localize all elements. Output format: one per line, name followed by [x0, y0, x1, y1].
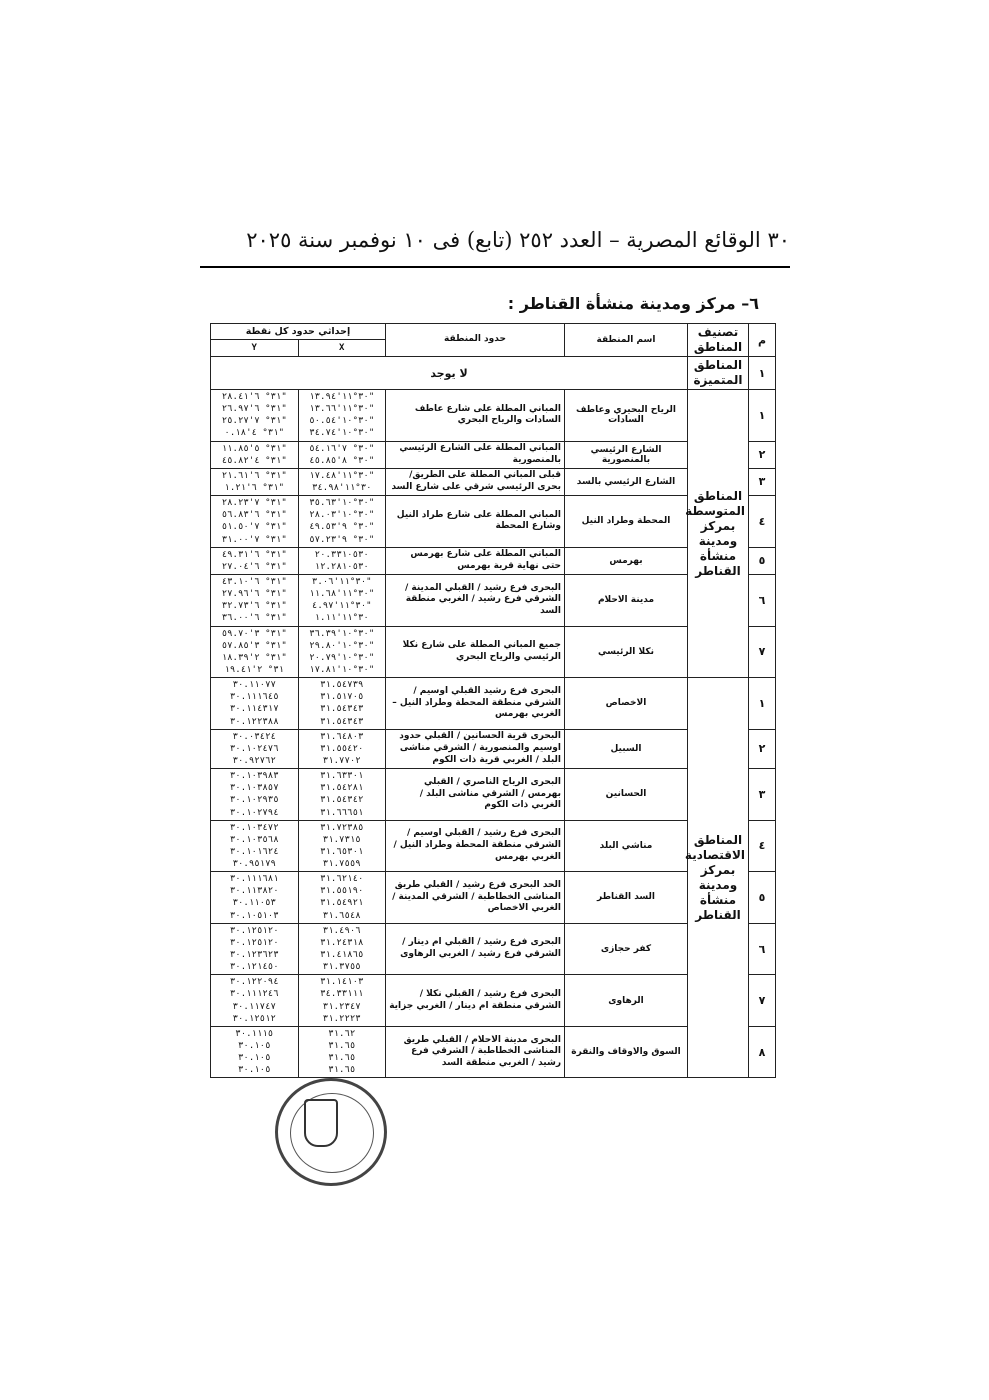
page-header-title: ٣٠ الوقائع المصرية – العدد ٢٥٢ (تابع) فى ١٠ نوفمبر سنة ٢٠٢٥ — [246, 228, 790, 252]
x-coordinate: ٣١.٦٥ — [328, 1065, 356, 1076]
y-coordinate: ٣١° ٢'١٨.٣٩" — [221, 652, 287, 663]
y-coordinates-cell — [211, 923, 299, 975]
x-coordinates-cell — [298, 441, 386, 468]
x-coordinate: ١٢.٢٨١٠٥٣٠ — [314, 561, 369, 572]
row-number: ٣ — [749, 468, 776, 495]
y-coordinate: ٣٠.١٢٥١٢٠ — [229, 925, 279, 936]
x-coordinate: ٣١.٥٤٩٢١ — [320, 898, 364, 909]
zones-table — [210, 323, 776, 1078]
y-coordinate: ٣٠.١٠٢٩٣٥ — [229, 795, 279, 806]
x-coordinate: ٣٠°١٠'٢٩.٨٠" — [309, 640, 375, 651]
y-coordinates-cell — [211, 678, 299, 730]
y-coordinate: ٣١° ٧'٢٥.٢٧" — [221, 416, 287, 427]
x-coordinate: ٣٠°١١'٣٤.٩٨ — [311, 482, 372, 493]
y-coordinates-cell — [211, 496, 299, 548]
y-coordinate: ٣٠.١١١٦٤٥ — [229, 692, 279, 703]
x-coordinates-cell — [298, 975, 386, 1027]
table-row — [211, 678, 776, 730]
y-coordinate: ٣١° ٦'٤٣.١٠" — [221, 576, 287, 587]
y-coordinate: ٣٠.١١٤٣١٧ — [229, 704, 279, 715]
y-coordinates-cell — [211, 769, 299, 821]
row-number: ٧ — [749, 975, 776, 1027]
y-coordinates-cell — [211, 872, 299, 924]
x-coordinate: ٣١.٢٣٤٧ — [322, 1001, 361, 1012]
x-coordinates-cell — [298, 1026, 386, 1078]
y-coordinate: ٣٠.١٠٣٥٦٨ — [229, 834, 279, 845]
x-coordinate: ٣١.٥١٧٠٥ — [320, 692, 364, 703]
x-coordinates-cell — [298, 626, 386, 678]
x-coordinates-cell — [298, 923, 386, 975]
x-coordinate: ٣١.٣٧٥٥ — [322, 962, 361, 973]
seal-inner-ring — [290, 1093, 374, 1173]
header-coordinates: إحداثي حدود كل نقطة — [211, 324, 386, 340]
zone-name: الرياح البحيري وعاطف السادات — [565, 390, 688, 442]
zone-bounds: المباني المطلة على شارع بهرمس حتى نهاية قرية بهرمس — [386, 547, 565, 574]
x-coordinate: ٣١.٦٦٦٥١ — [320, 807, 364, 818]
official-seal-stamp — [275, 1078, 387, 1186]
y-coordinate: ٣١° ٧'٥١.٥٠" — [221, 522, 287, 533]
zone-name: الاخصاص — [565, 678, 688, 730]
x-coordinate: ٣١.٥٤٧٣٩ — [320, 680, 364, 691]
x-coordinate: ٣١.٦٢ — [328, 1028, 356, 1039]
x-coordinates-cell — [298, 547, 386, 574]
zone-name: مناشي البلد — [565, 820, 688, 872]
table-body — [211, 357, 776, 1078]
x-coordinate: ٣٠° ٩'٤٩.٥٣" — [309, 522, 375, 533]
table-row — [211, 390, 776, 442]
header-divider — [200, 266, 790, 268]
zone-bounds: قبلى المباني المطلة على الطريق/ بحرى الرئيسي شرقي على شارع السد — [386, 468, 565, 495]
y-coordinate: ٣١° ٦'٢٨.٤١" — [221, 392, 287, 402]
y-coordinate: ٣١° ٦'٥٦.٨٣" — [221, 510, 287, 521]
x-coordinate: ٣٠°١١'١٣.٦٦" — [309, 404, 375, 415]
x-coordinate: ٣١.٥٤٢٨١ — [320, 783, 364, 794]
y-coordinate: ٣٠.١١٣٨٢٠ — [229, 886, 279, 897]
zone-classification: المناطق الاقتصادية بمركز ومدينة منشأة القناطر — [688, 678, 749, 1078]
y-coordinate: ٣١° ٦'٣٢.٧٣" — [221, 601, 287, 612]
y-coordinate: ٣٠.١١١٥ — [235, 1028, 274, 1039]
y-coordinates-cell — [211, 1026, 299, 1078]
zone-bounds: البحرى فرع رشيد / القبلي نكلا / الشرقي منطقة ام دينار / الغربي جزاية — [386, 975, 565, 1027]
header-zone-bounds: حدود المنطقة — [386, 324, 565, 357]
y-coordinate: ٣٠.١٠٣٩٨٣ — [229, 771, 279, 782]
x-coordinate: ٣٠° ٩'٥٧.٢٣" — [309, 534, 375, 545]
zones-table-wrapper — [210, 323, 776, 1078]
zone-classification: المناطق المتوسطة بمركز ومدينة منشأة القناطر — [688, 390, 749, 678]
y-coordinate: ٣١° ٤'٠.١٨" — [224, 428, 285, 439]
no-zones-cell: لا يوجد — [211, 357, 688, 390]
x-coordinate: ٣٠°١٠'٣٥.٦٣" — [309, 498, 375, 509]
zone-bounds: البحرى فرع رشيد / القبلي المدينة / الشرقي فرع رشيد / الغربي منطقة السد — [386, 574, 565, 626]
x-coordinate: ٣١.٥٥١٩٠ — [320, 886, 364, 897]
y-coordinate: ٣٠.٩٥١٧٩ — [232, 859, 276, 870]
y-coordinate: ٣٠.٠٣٤٢٤ — [232, 731, 276, 742]
zone-bounds: المباني المطلة على شارع عاطف السادات والرياح البحري — [386, 390, 565, 442]
row-number: ٦ — [749, 574, 776, 626]
x-coordinates-cell — [298, 769, 386, 821]
x-coordinate: ٣١.٥٤٣٤٣ — [320, 716, 364, 727]
x-coordinate: ٣١.٧٣١٥ — [322, 834, 361, 845]
x-coordinate: ٣١.٧٧٠٢ — [322, 755, 361, 766]
row-number: ١ — [749, 390, 776, 442]
y-coordinate: ٣٠.١١٠٧٧ — [232, 680, 276, 691]
zone-bounds: البحرى فرع رشيد / القبلي اوسيم / الشرقي منطقة المحطة وطراد النيل / الغربي بهرمس — [386, 820, 565, 872]
header-num: م — [749, 324, 776, 357]
y-coordinate: ٣٠.١٠٥ — [237, 1041, 271, 1052]
y-coordinate: ٣٠.١٠٢٤٧٦ — [229, 743, 279, 754]
x-coordinate: ٣١.٦٥ — [328, 1053, 356, 1064]
zone-bounds: البحرى قرية الحسانين / القبلي حدود اوسيم والمنصورية / الشرقي مناشى البلد / الغربي قرية ذات الكوم — [386, 729, 565, 768]
x-coordinate: ٣١.٧٢٣٨٥ — [320, 822, 364, 833]
header-classification: تصنيف المناطق — [688, 324, 749, 357]
x-coordinate: ٣١.٤١٨٦٥ — [320, 950, 364, 961]
y-coordinate: ٣١° ٦'٤٩.٣١" — [221, 549, 287, 560]
x-coordinate: ٣٠°١١'٣.٠٦" — [311, 576, 372, 587]
zone-bounds: المباني المطلة على الشارع الرئيسي بالمنصورية — [386, 441, 565, 468]
y-coordinate: ٣٠.١٠٢٧٩٤ — [229, 807, 279, 818]
zone-bounds: البحرى مدينة الاحلام / القبلي طريق المناشى الخطاطبة / الشرقي فرع رشيد / الغربي منطقة السد — [386, 1026, 565, 1078]
zone-bounds: البحرى فرع رشيد القبلي اوسيم / الشرقي منطقة المحطة وطراد النيل – الغربي بهرمس — [386, 678, 565, 730]
table-row — [211, 357, 776, 390]
x-coordinate: ٣٠°١٠'٣٦.٣٩" — [309, 628, 375, 639]
y-coordinate: ٣٠.١٠٣٨٥٧ — [229, 783, 279, 794]
y-coordinate: ٣٠.١٠٥ — [237, 1053, 271, 1064]
zone-bounds: الحد البحرى فرع رشيد / القبلي طريق المناشى الخطاطبة / الشرقي المدينة / الغربي الاخصاص — [386, 872, 565, 924]
x-coordinate: ٣١.٢٤٣١٨ — [320, 937, 364, 948]
y-coordinate: ٣٠.١٢٢٣٨٨ — [229, 716, 279, 727]
zone-name: الشارع الرئيسي بالمنصورية — [565, 441, 688, 468]
y-coordinate: ٣١° ٦'٢١.٦١" — [221, 470, 287, 481]
zone-name: السد القناطر — [565, 872, 688, 924]
x-coordinate: ٣١.١٤١٠٣ — [320, 977, 364, 988]
zone-name: المحطة وطراد النيل — [565, 496, 688, 548]
y-coordinates-cell — [211, 626, 299, 678]
y-coordinates-cell — [211, 390, 299, 442]
x-coordinate: ٣٠°١١'١٣.٩٤" — [309, 392, 375, 402]
row-number: ٢ — [749, 729, 776, 768]
y-coordinate: ٣٠.١٢١٤٥٠ — [229, 962, 279, 973]
y-coordinate: ٣١° ٦'٢٦.٩٧" — [221, 404, 287, 415]
x-coordinates-cell — [298, 574, 386, 626]
y-coordinate: ٣١° ٦'٢٧.٠٤" — [221, 561, 287, 572]
x-coordinate: ٣٠° ٨'٤٥.٨٥" — [309, 455, 375, 466]
x-coordinates-cell — [298, 729, 386, 768]
zone-name: مدينة الاحلام — [565, 574, 688, 626]
x-coordinate: ٣١.٧٥٥٩ — [322, 859, 361, 870]
y-coordinate: ٣٠.١٠٥١٠٣ — [229, 910, 279, 921]
row-number: ٥ — [749, 547, 776, 574]
x-coordinate: ٣٠°١٠'٥٠.٥٤" — [309, 416, 375, 427]
x-coordinate: ٣١.٦٥٣٠١ — [320, 846, 364, 857]
x-coordinate: ٣٠°١١'١١.٦٨" — [309, 589, 375, 600]
y-coordinate: ٣٠.١٢٥١٢ — [232, 1013, 276, 1024]
header-x: X — [298, 339, 386, 356]
zone-bounds: البحرى فرع رشيد / القبلي ام دينار / الشرقي فرع رشيد / الغربي الرهاوى — [386, 923, 565, 975]
x-coordinate: ٣٠°١١'٤.٩٧" — [311, 601, 372, 612]
y-coordinates-cell — [211, 574, 299, 626]
y-coordinate: ٣٠.٩٢٧٦٢ — [232, 755, 276, 766]
y-coordinate: ٣١° ٦'٢٧.٩٦" — [221, 589, 287, 600]
zone-name: نكلا الرئيسي — [565, 626, 688, 678]
y-coordinate: ٣١° ٤'٤٥.٨٢" — [221, 455, 287, 466]
y-coordinate: ٣٠.١٢٣٦٢٣ — [229, 950, 279, 961]
x-coordinate: ٣٠°١١'١٧.٤٨" — [309, 470, 375, 481]
x-coordinate: ٣١.٤٩٠٦ — [322, 925, 361, 936]
y-coordinates-cell — [211, 729, 299, 768]
eagle-emblem-icon — [304, 1099, 338, 1147]
x-coordinate: ٣١.٥٤٣٤٢ — [320, 795, 364, 806]
zone-bounds: البحرى الرياح الناصري / القبلي بهرمس / الشرقي مناشى البلد / الغربي ذات الكوم — [386, 769, 565, 821]
x-coordinate: ٣٠°١٠'٢٨.٠٣" — [309, 510, 375, 521]
x-coordinate: ٣٠° ٧'٥٤.١٦" — [309, 443, 375, 454]
x-coordinate: ٣٠°١٠'١٧.٨١" — [309, 664, 375, 675]
x-coordinate: ٣١.٥٥٤٢٠ — [320, 743, 364, 754]
row-number: ٤ — [749, 496, 776, 548]
y-coordinate: ٣١° ٦'١.٢١" — [224, 482, 285, 493]
zone-name: الرهاوى — [565, 975, 688, 1027]
zone-bounds: المباني المطلة على شارع طراد النيل وشارع المحطة — [386, 496, 565, 548]
section-title: ٦– مركز ومدينة منشأة القناطر : — [507, 294, 759, 313]
y-coordinate: ٣٠.١١٠٥٣ — [232, 898, 276, 909]
row-number: ١ — [749, 357, 776, 390]
row-number: ٢ — [749, 441, 776, 468]
zone-bounds: جميع المباني المطلة على شارع نكلا الرئيسي والرياح البحري — [386, 626, 565, 678]
zone-name: كفر حجازى — [565, 923, 688, 975]
y-coordinate: ٣١° ٥'١١.٨٥" — [221, 443, 287, 454]
y-coordinate: ٣١° ٧'٢٨.٢٣" — [221, 498, 287, 509]
x-coordinate: ٣١.٥٤٣٤٣ — [320, 704, 364, 715]
y-coordinate: ٣٠.١١٧٤٧ — [232, 1001, 276, 1012]
y-coordinate: ٣١° ٣'٥٩.٧٠" — [221, 628, 287, 639]
y-coordinate: ٣١° ٧'٣١.٠٠" — [221, 534, 287, 545]
x-coordinates-cell — [298, 678, 386, 730]
header-zone-name: اسم المنطقة — [565, 324, 688, 357]
zone-name: السبيل — [565, 729, 688, 768]
row-number: ٤ — [749, 820, 776, 872]
y-coordinates-cell — [211, 441, 299, 468]
row-number: ٨ — [749, 1026, 776, 1078]
row-number: ٦ — [749, 923, 776, 975]
y-coordinate: ٣٠.١١١٢٤٦ — [229, 989, 279, 1000]
y-coordinate: ٣١° ٣'٥٧.٨٥" — [221, 640, 287, 651]
x-coordinates-cell — [298, 390, 386, 442]
zone-name: السوق والاوقاف والنقرة — [565, 1026, 688, 1078]
x-coordinate: ٣٠°١٠'٣٤.٧٤" — [309, 428, 375, 439]
x-coordinate: ٣١.٦٢١٤٠ — [320, 874, 364, 885]
x-coordinate: ٣٤.٣٣١١١ — [320, 989, 364, 1000]
y-coordinate: ٣٠.١٠١٦٢٤ — [229, 846, 279, 857]
y-coordinate: ٣١° ٦'٣٦.٠٠" — [221, 613, 287, 624]
y-coordinate: ٣٠.١٠٣٤٧٢ — [229, 822, 279, 833]
header-y: Y — [211, 339, 299, 356]
zone-name: بهرمس — [565, 547, 688, 574]
x-coordinate: ٣١.٦٥٤٨ — [322, 910, 361, 921]
y-coordinate: ٣٠.١١١٦٨١ — [229, 874, 279, 885]
x-coordinates-cell — [298, 820, 386, 872]
x-coordinates-cell — [298, 872, 386, 924]
x-coordinate: ٣١.٦٥ — [328, 1041, 356, 1052]
x-coordinates-cell — [298, 496, 386, 548]
x-coordinates-cell — [298, 468, 386, 495]
zone-name: الحسانين — [565, 769, 688, 821]
zone-name: الشارع الرئيسي بالسد — [565, 468, 688, 495]
page-header — [200, 228, 790, 264]
row-number: ٣ — [749, 769, 776, 821]
x-coordinate: ٣٠°١٠'٢٠.٧٩" — [309, 652, 375, 663]
x-coordinate: ٣١.٦٤٨٠٣ — [320, 731, 364, 742]
y-coordinate: ٣٠.١٢٢٠٩٤ — [229, 977, 279, 988]
y-coordinates-cell — [211, 547, 299, 574]
y-coordinates-cell — [211, 975, 299, 1027]
y-coordinate: ٣٠.١٢٥١٢٠ — [229, 937, 279, 948]
x-coordinate: ٣١.٢٢٢٣ — [322, 1013, 361, 1024]
zone-classification: المناطق المتميزة — [688, 357, 749, 390]
x-coordinate: ٢٠.٣٣١٠٥٣٠ — [314, 549, 369, 560]
x-coordinate: ٣١.٦٣٣٠١ — [320, 771, 364, 782]
y-coordinates-cell — [211, 820, 299, 872]
row-number: ٧ — [749, 626, 776, 678]
y-coordinates-cell — [211, 468, 299, 495]
x-coordinate: ٣٠°١١'١.١١ — [314, 613, 369, 624]
y-coordinate: ٣١° ٢'١٩.٤١ — [224, 664, 285, 675]
row-number: ١ — [749, 678, 776, 730]
y-coordinate: ٣٠.١٠٥ — [237, 1065, 271, 1076]
row-number: ٥ — [749, 872, 776, 924]
